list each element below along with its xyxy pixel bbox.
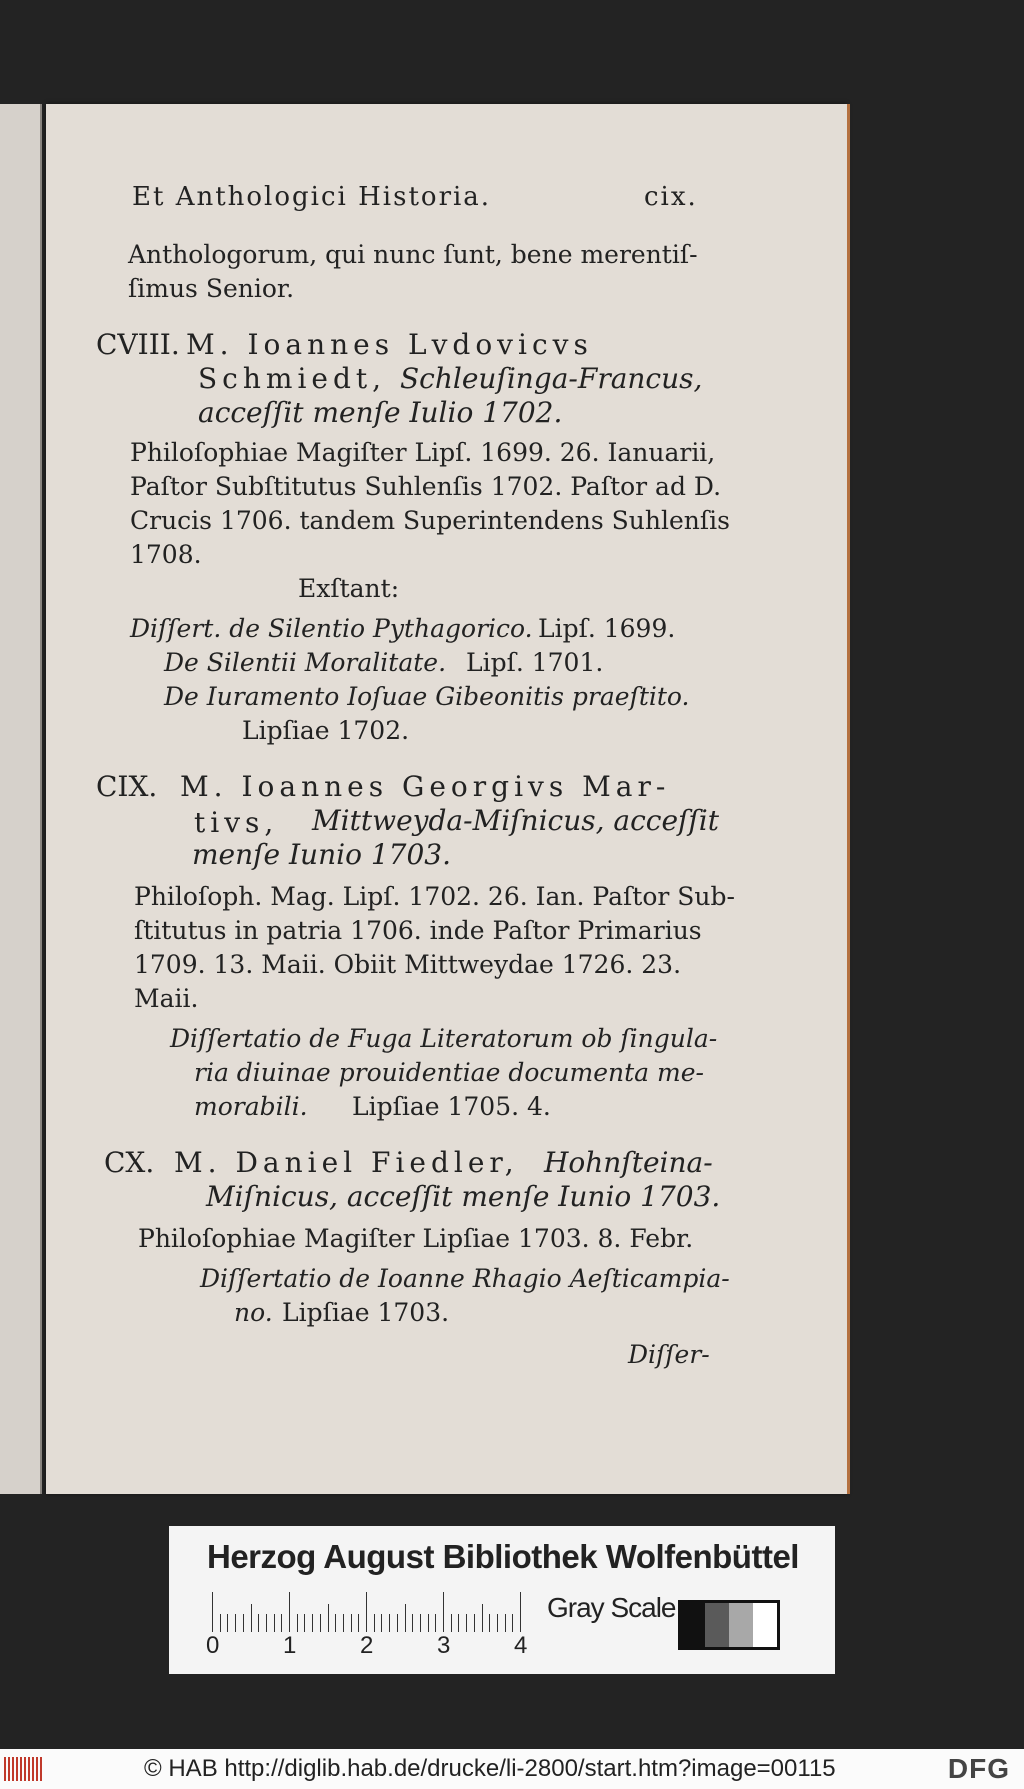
work-title: no. <box>234 1298 273 1327</box>
gray-scale-swatches <box>678 1600 780 1650</box>
text-line: Crucis 1706. tandem Superintendens Suhlenſis <box>130 506 730 535</box>
ruler-tick <box>374 1614 375 1632</box>
ruler-number: 3 <box>437 1632 451 1659</box>
ruler-tick <box>297 1614 298 1632</box>
ruler-tick <box>320 1614 321 1632</box>
entry-admission: menſe Iunio 1703. <box>192 838 451 871</box>
work-imprint: Lipſ. 1699. <box>538 614 676 643</box>
text-line: Paſtor Subſtitutus Suhlenſis 1702. Paſtor ad D. <box>130 472 722 501</box>
ruler-tick <box>443 1592 444 1632</box>
ruler-tick <box>482 1604 483 1632</box>
copyright-url: © HAB http://diglib.hab.de/drucke/li-2800/start.htm?image=00115 <box>144 1755 836 1782</box>
ruler-tick <box>251 1604 252 1632</box>
ruler-tick <box>405 1604 406 1632</box>
ruler-tick <box>304 1614 305 1632</box>
entry-number: CX. <box>104 1146 155 1179</box>
ruler-tick <box>343 1614 344 1632</box>
text-line: Philoſoph. Mag. Lipſ. 1702. 26. Ian. Paſtor Sub- <box>134 882 735 911</box>
entry-number: CIX. <box>96 770 158 803</box>
text-line: Philoſophiae Magiſter Lipſ. 1699. 26. Ianuarii, <box>130 438 716 467</box>
ruler-tick <box>274 1614 275 1632</box>
ruler-tick <box>420 1614 421 1632</box>
gray-scale-label: Gray Scale <box>547 1592 676 1623</box>
entry-admission: Miſnicus, acceſſit menſe Iunio 1703. <box>206 1180 721 1213</box>
text-line: 1709. 13. Maii. Obiit Mittweydae 1726. 23. <box>134 950 682 979</box>
work-title: De Iuramento Ioſuae Gibeonitis praeſtito. <box>164 682 690 711</box>
text-line: 1708. <box>130 540 202 569</box>
text-line: ſimus Senior. <box>128 274 295 303</box>
ruler-tick <box>328 1604 329 1632</box>
text-line: Maii. <box>134 984 199 1013</box>
entry-name: Schmiedt, <box>198 362 387 395</box>
ruler-tick <box>412 1614 413 1632</box>
entry-origin: Mittweyda-Miſnicus, acceſſit <box>312 804 719 837</box>
entry-name: M. Ioannes Lvdovicvs <box>186 328 593 361</box>
ruler-tick <box>497 1614 498 1632</box>
ruler-number: 4 <box>514 1632 528 1659</box>
entry-origin: Schleuſinga-Francus, <box>400 362 703 395</box>
works-heading: Exſtant: <box>298 574 400 603</box>
ruler-tick <box>505 1614 506 1632</box>
ruler-tick <box>428 1614 429 1632</box>
work-title: morabili. <box>194 1092 308 1121</box>
ruler-tick <box>243 1614 244 1632</box>
ruler-tick <box>381 1614 382 1632</box>
entry-name: M. Daniel Fiedler, <box>174 1146 519 1179</box>
ruler-tick <box>358 1614 359 1632</box>
ruler-tick <box>435 1614 436 1632</box>
work-title: Diſſert. de Silentio Pythagorico. <box>130 614 533 643</box>
ruler-number: 2 <box>360 1632 374 1659</box>
work-title: De Silentii Moralitate. <box>164 648 447 677</box>
ruler-tick <box>281 1614 282 1632</box>
ruler-tick <box>312 1614 313 1632</box>
entry-name: tivs, <box>194 806 279 839</box>
ruler-tick <box>512 1614 513 1632</box>
work-title: Diſſertatio de Ioanne Rhagio Aeſticampia- <box>200 1264 730 1293</box>
scale-ruler <box>212 1592 522 1632</box>
gray-swatch <box>753 1603 777 1647</box>
entry-name: M. Ioannes Georgivs Mar- <box>180 770 671 803</box>
work-imprint: Lipſiae 1702. <box>242 716 410 745</box>
text-line: Philoſophiae Magiſter Lipſiae 1703. 8. Febr. <box>138 1224 694 1253</box>
gray-swatch <box>705 1603 729 1647</box>
ruler-tick <box>235 1614 236 1632</box>
ruler-tick <box>351 1614 352 1632</box>
gray-swatch <box>681 1603 705 1647</box>
ruler-tick <box>266 1614 267 1632</box>
work-imprint: Lipſ. 1701. <box>466 648 604 677</box>
work-imprint: Lipſiae 1703. <box>282 1298 450 1327</box>
entry-origin: Hohnſteina- <box>544 1146 713 1179</box>
text-line: Anthologorum, qui nunc ſunt, bene merentiſ- <box>128 240 698 269</box>
work-title: ria diuinae prouidentiae documenta me- <box>194 1058 704 1087</box>
ruler-tick <box>335 1614 336 1632</box>
ruler-number: 1 <box>283 1632 297 1659</box>
ruler-tick <box>451 1614 452 1632</box>
ruler-number: 0 <box>206 1632 220 1659</box>
color-reference-card <box>169 1526 835 1674</box>
footer-bar <box>0 1749 1024 1789</box>
catchword: Diſſer- <box>628 1340 710 1369</box>
ruler-tick <box>397 1614 398 1632</box>
page-number: cix. <box>644 182 698 212</box>
entry-number: CVIII. <box>96 328 180 361</box>
ruler-tick <box>366 1592 367 1632</box>
ruler-tick <box>458 1614 459 1632</box>
ruler-tick <box>212 1592 213 1632</box>
ruler-tick <box>289 1592 290 1632</box>
ruler-tick <box>220 1614 221 1632</box>
ruler-tick <box>520 1592 521 1632</box>
work-imprint: Lipſiae 1705. 4. <box>352 1092 551 1121</box>
ruler-tick <box>258 1614 259 1632</box>
ruler-tick <box>227 1614 228 1632</box>
ruler-tick <box>474 1614 475 1632</box>
ruler-tick <box>489 1614 490 1632</box>
dfg-logo: DFG <box>947 1753 1010 1784</box>
text-line: ſtitutus in patria 1706. inde Paſtor Primarius <box>134 916 702 945</box>
entry-admission: acceſſit menſe Iulio 1702. <box>198 396 563 429</box>
ruler-tick <box>466 1614 467 1632</box>
previous-page-edge <box>0 104 42 1494</box>
ruler-tick <box>389 1614 390 1632</box>
barcode-icon <box>4 1757 48 1781</box>
library-name: Herzog August Bibliothek Wolfenbüttel <box>207 1538 799 1575</box>
running-head-title: Et Anthologici Historia. <box>132 182 492 212</box>
gray-swatch <box>729 1603 753 1647</box>
book-page <box>46 104 847 1494</box>
work-title: Diſſertatio de Fuga Literatorum ob ſingula- <box>170 1024 718 1053</box>
